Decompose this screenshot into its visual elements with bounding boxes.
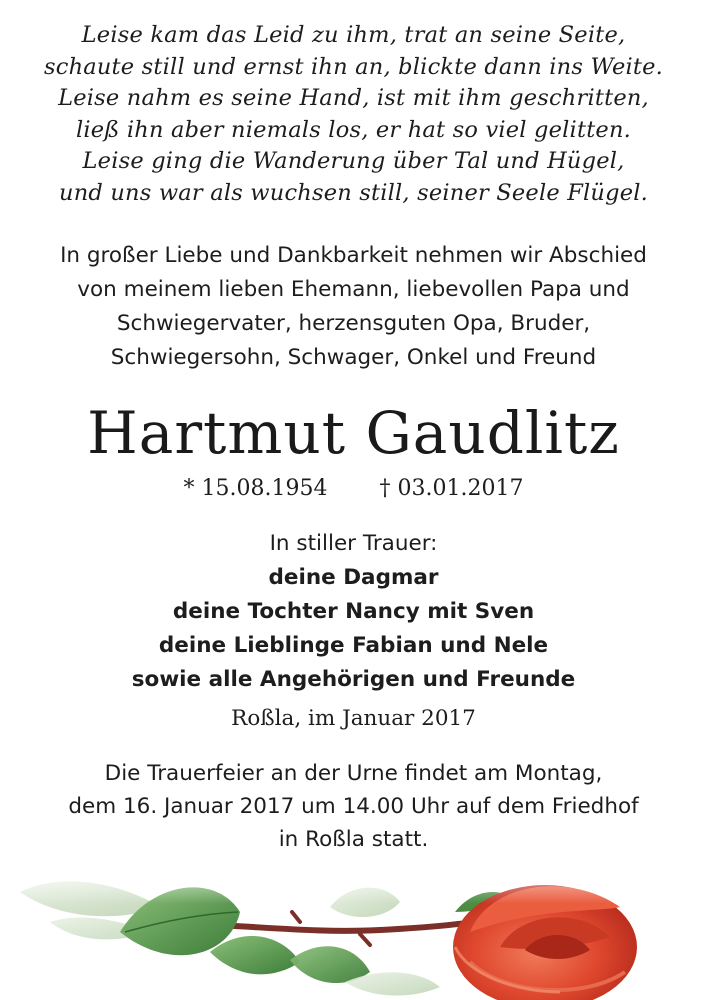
intro-line: Schwiegersohn, Schwager, Onkel und Freund [110, 345, 597, 370]
mourners-block [0, 527, 707, 697]
poem-line: Leise kam das Leid zu ihm, trat an seine Seite, [81, 22, 626, 48]
mourner-line: deine Lieblinge Fabian und Nele [158, 633, 549, 658]
mourner-line: deine Dagmar [268, 565, 439, 590]
intro-line: In großer Liebe und Dankbarkeit nehmen wir Abschied [60, 243, 647, 268]
rose-image [0, 852, 707, 1000]
mourner-line: deine Tochter Nancy mit Sven [172, 599, 535, 624]
place-and-date: Roßla, im Januar 2017 [231, 706, 476, 731]
life-dates [0, 474, 707, 504]
poem-line: und uns war als wuchsen still, seiner Seele Flügel. [59, 179, 648, 206]
funeral-line: Die Trauerfeier an der Urne findet am Montag, [104, 761, 603, 786]
mourner-line: sowie alle Angehörigen und Freunde [131, 667, 576, 692]
funeral-line: dem 16. Januar 2017 um 14.00 Uhr auf dem Friedhof [68, 794, 639, 819]
poem-line: Leise ging die Wanderung über Tal und Hügel, [82, 148, 625, 174]
birth-date: * 15.08.1954 [183, 476, 328, 501]
deceased-name: Hartmut Gaudlitz [87, 399, 620, 467]
death-date: † 03.01.2017 [379, 476, 524, 501]
funeral-line: in Roßla statt. [278, 827, 429, 852]
poem-line: Leise nahm es seine Hand, ist mit ihm geschritten, [58, 85, 649, 111]
mourning-heading: In stiller Trauer: [269, 531, 438, 556]
intro-line: von meinem lieben Ehemann, liebevollen Papa und [77, 277, 630, 302]
farewell-intro [0, 239, 707, 375]
funeral-info [0, 757, 707, 856]
poem-line: schaute still und ernst ihn an, blickte dann ins Weite. [44, 53, 663, 80]
poem [0, 20, 707, 209]
poem-line: ließ ihn aber niemals los, er hat so viel gelitten. [76, 116, 631, 143]
intro-line: Schwiegervater, herzensguten Opa, Bruder, [116, 311, 591, 336]
